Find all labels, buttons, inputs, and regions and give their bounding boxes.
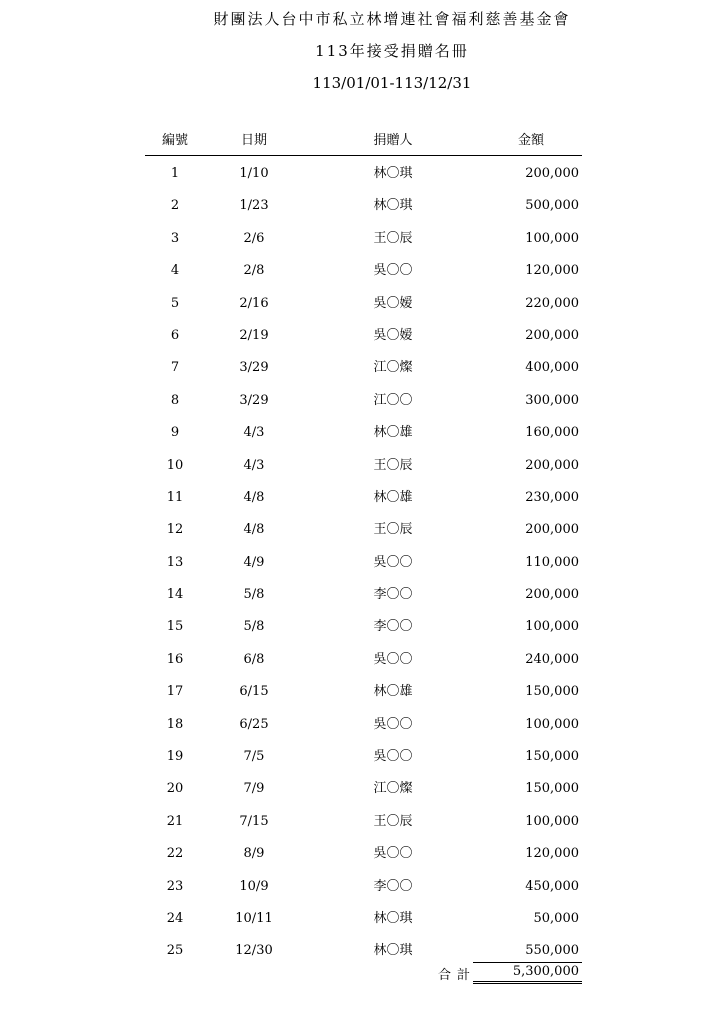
header-amount: 金額 [517,133,544,148]
header-date: 日期 [240,133,267,148]
row-no: 12 [166,522,184,538]
row-no: 19 [166,749,184,765]
table-row [145,158,582,190]
table-row [145,223,582,255]
row-no: 10 [166,457,184,473]
table-row [145,611,582,643]
row-date: 7/5 [243,749,265,765]
row-donor: 林〇琪 [373,943,413,959]
row-amount: 240,000 [525,651,579,667]
row-no: 9 [170,425,180,441]
total-value: 5,300,000 [473,962,582,984]
row-donor: 林〇雄 [373,684,413,700]
table-row [145,352,582,384]
row-date: 4/3 [243,457,265,473]
row-amount: 100,000 [525,813,579,829]
row-amount: 500,000 [525,198,579,214]
row-date: 2/16 [239,295,269,311]
table-row [145,320,582,352]
row-date: 5/8 [243,619,265,635]
row-amount: 200,000 [525,522,579,538]
row-date: 12/30 [235,943,273,959]
row-amount: 110,000 [525,554,579,570]
row-date: 6/8 [243,651,265,667]
row-no: 5 [170,295,180,311]
row-no: 8 [170,392,180,408]
table-row [145,838,582,870]
table-row [145,482,582,514]
row-no: 14 [166,587,184,603]
row-donor: 吳〇〇 [373,716,413,732]
row-date: 10/9 [239,878,269,894]
row-date: 5/8 [243,587,265,603]
row-no: 2 [170,198,180,214]
table-row [145,514,582,546]
row-date: 3/29 [239,392,269,408]
row-amount: 230,000 [525,489,579,505]
row-donor: 林〇琪 [373,198,413,214]
row-no: 16 [166,651,184,667]
table-row [145,806,582,838]
row-no: 15 [166,619,184,635]
row-amount: 400,000 [525,360,579,376]
table-row [145,450,582,482]
row-donor: 吳〇〇 [373,749,413,765]
row-no: 18 [166,716,184,732]
row-no: 17 [166,684,184,700]
row-donor: 林〇雄 [373,425,413,441]
row-amount: 550,000 [525,943,579,959]
row-donor: 江〇燦 [373,781,413,797]
row-amount: 100,000 [525,716,579,732]
row-donor: 王〇辰 [373,522,413,538]
row-amount: 120,000 [525,263,579,279]
row-no: 22 [166,846,184,862]
table-row [145,547,582,579]
table-row [145,644,582,676]
row-donor: 李〇〇 [373,878,413,894]
row-date: 6/25 [239,716,269,732]
row-amount: 150,000 [525,781,579,797]
table-body [145,158,582,968]
table-row [145,417,582,449]
row-amount: 300,000 [525,392,579,408]
row-donor: 吳〇嫒 [373,295,413,311]
row-date: 7/15 [239,813,269,829]
row-donor: 吳〇〇 [373,554,413,570]
total-label: 合計 [438,968,477,983]
row-date: 10/11 [235,910,273,926]
row-no: 4 [170,263,180,279]
row-donor: 林〇琪 [373,166,413,181]
row-amount: 100,000 [525,230,579,246]
row-amount: 50,000 [533,910,579,926]
row-amount: 120,000 [525,846,579,862]
table-row [145,190,582,222]
row-donor: 王〇辰 [373,230,413,246]
table-header [145,131,582,156]
row-date: 2/8 [243,263,265,279]
row-no: 6 [170,327,180,343]
row-no: 3 [170,230,180,246]
row-no: 20 [166,781,184,797]
row-amount: 200,000 [525,457,579,473]
row-donor: 江〇〇 [373,392,413,408]
row-donor: 吳〇〇 [373,263,413,279]
table-row [145,903,582,935]
row-donor: 林〇雄 [373,489,413,505]
row-date: 4/9 [243,554,265,570]
row-amount: 150,000 [525,749,579,765]
row-amount: 200,000 [525,327,579,343]
row-amount: 220,000 [525,295,579,311]
total-row [438,962,582,984]
row-donor: 王〇辰 [373,813,413,829]
table-row [145,579,582,611]
header-no: 編號 [161,133,188,148]
table-row [145,773,582,805]
table-row [145,385,582,417]
row-donor: 吳〇〇 [373,651,413,667]
row-date: 4/8 [243,522,265,538]
row-amount: 150,000 [525,684,579,700]
row-date: 8/9 [243,846,265,862]
row-amount: 200,000 [525,587,579,603]
row-date: 2/6 [243,230,265,246]
row-date: 1/10 [239,166,269,181]
date-range: 113/01/01-113/12/31 [312,74,472,92]
row-donor: 李〇〇 [373,587,413,603]
row-donor: 王〇辰 [373,457,413,473]
row-date: 3/29 [239,360,269,376]
document-subtitle: 113年接受捐贈名冊 [315,42,469,60]
row-donor: 江〇燦 [373,360,413,376]
header-donor: 捐贈人 [373,133,413,148]
row-no: 11 [166,489,184,505]
row-no: 7 [170,360,180,376]
row-amount: 100,000 [525,619,579,635]
row-no: 21 [166,813,184,829]
row-no: 13 [166,554,184,570]
row-date: 1/23 [239,198,269,214]
table-row [145,288,582,320]
foundation-title: 財團法人台中市私立林增連社會福利慈善基金會 [213,10,571,28]
row-date: 4/3 [243,425,265,441]
row-no: 24 [166,910,184,926]
row-date: 6/15 [239,684,269,700]
table-row [145,676,582,708]
row-date: 4/8 [243,489,265,505]
row-date: 7/9 [243,781,265,797]
row-amount: 200,000 [525,166,579,181]
row-no: 1 [170,166,180,181]
table-row [145,741,582,773]
row-donor: 吳〇嫒 [373,327,413,343]
table-row [145,709,582,741]
row-no: 25 [166,943,184,959]
row-amount: 160,000 [525,425,579,441]
row-donor: 李〇〇 [373,619,413,635]
row-donor: 吳〇〇 [373,846,413,862]
row-amount: 450,000 [525,878,579,894]
row-date: 2/19 [239,327,269,343]
donation-table [145,131,582,968]
row-no: 23 [166,878,184,894]
table-row [145,871,582,903]
table-row [145,255,582,287]
row-donor: 林〇琪 [373,910,413,926]
